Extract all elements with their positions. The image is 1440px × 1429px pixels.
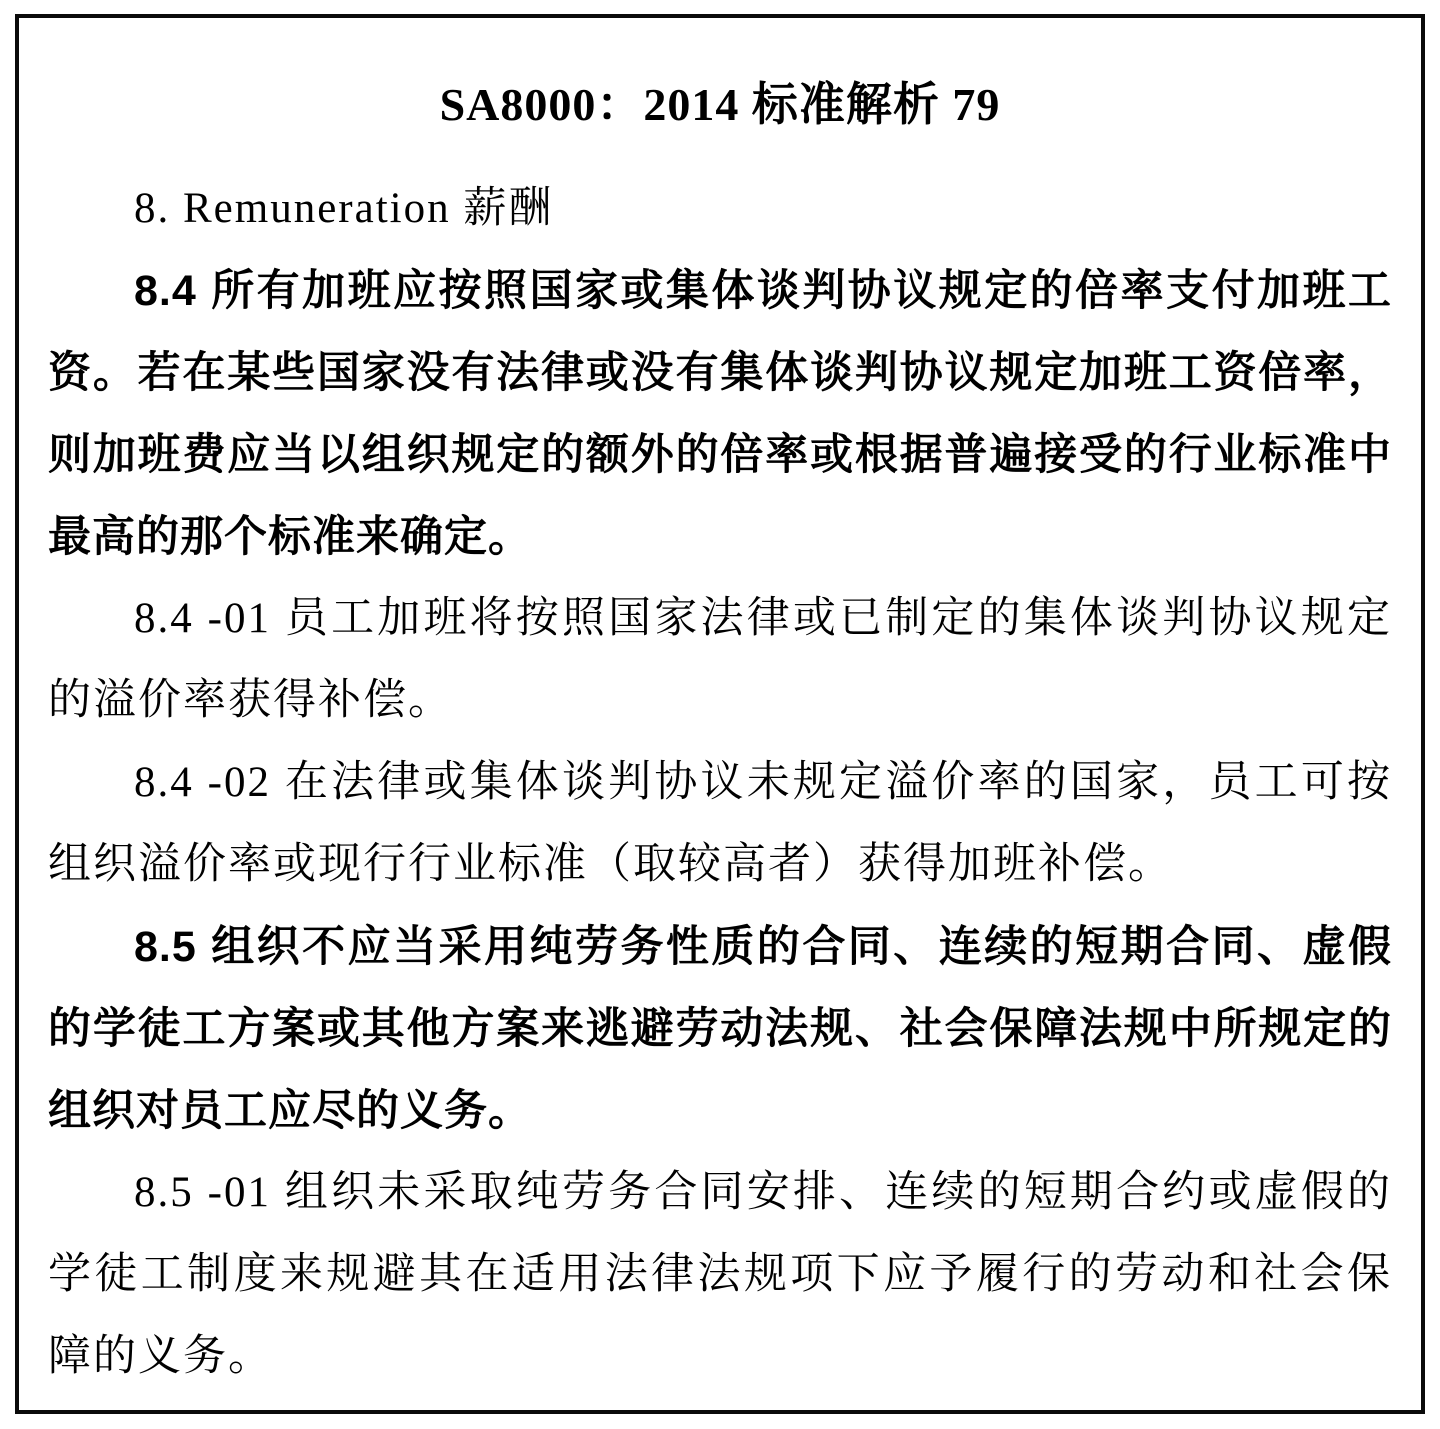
paragraph-clause-8-4: 8.4 所有加班应按照国家或集体谈判协议规定的倍率支付加班工资。若在某些国家没有法律或没有集体谈判协议规定加班工资倍率，则加班费应当以组织规定的额外的倍率或根据普遍接受的行业标准中最高的那个标准来确定。 [48, 267, 1392, 561]
paragraph-clause-8-5: 8.5 组织不应当采用纯劳务性质的合同、连续的短期合同、虚假的学徒工方案或其他方案来逃避劳动法规、社会保障法规中所规定的组织对员工应尽的义务。 [48, 923, 1392, 1135]
page-title: SA8000：2014 标准解析 79 [439, 79, 1001, 130]
paragraph-clause-8-5-01: 8.5 -01 组织未采取纯劳务合同安排、连续的短期合约或虚假的学徒工制度来规避其在适用法律法规项下应予履行的劳动和社会保障的义务。 [48, 1169, 1392, 1380]
section-heading-remuneration: 8. Remuneration 薪酬 [134, 185, 554, 232]
page-border [15, 14, 1425, 1414]
paragraph-clause-8-4-02: 8.4 -02 在法律或集体谈判协议未规定溢价率的国家，员工可按组织溢价率或现行行业标准（取较高者）获得加班补偿。 [48, 759, 1392, 888]
paragraph-clause-8-4-01: 8.4 -01 员工加班将按照国家法律或已制定的集体谈判协议规定的溢价率获得补偿。 [48, 595, 1392, 724]
page-body [48, 168, 1392, 1398]
